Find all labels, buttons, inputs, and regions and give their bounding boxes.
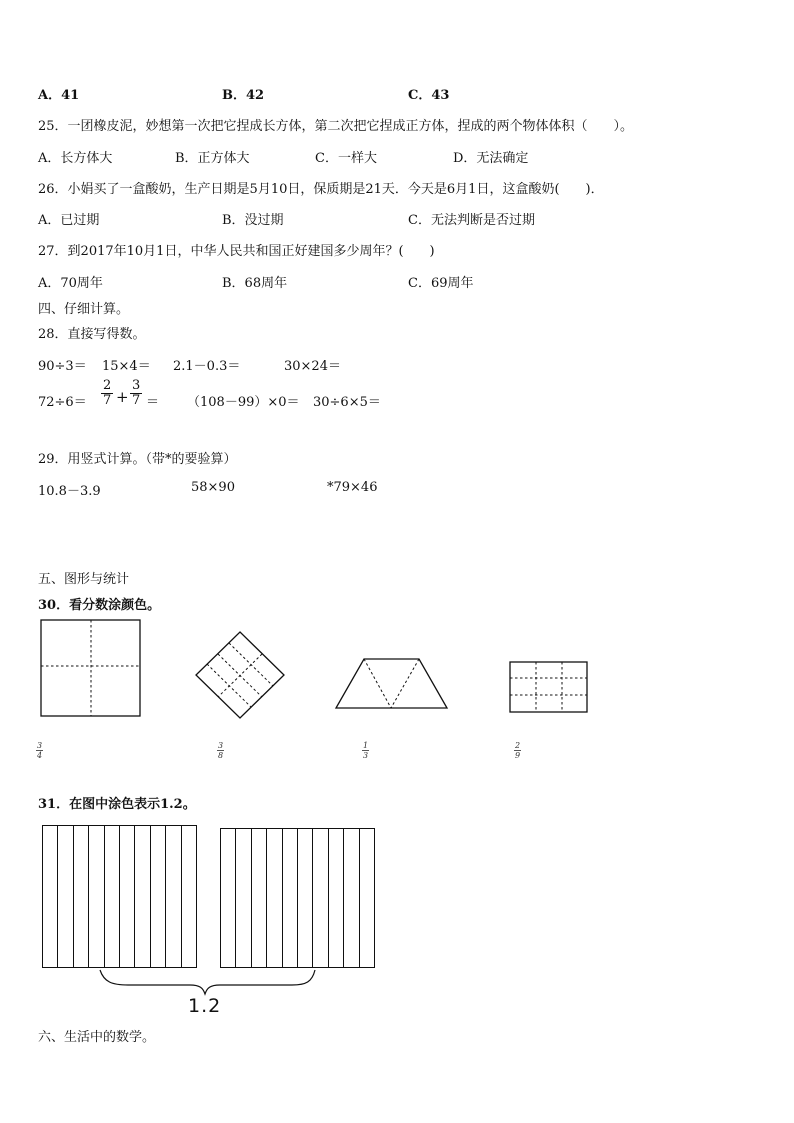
fraction-numerator: 3 — [218, 741, 224, 750]
fraction-numerator: 1 — [363, 741, 369, 750]
q26-stem: 26．小娟买了一盒酸奶，生产日期是5月10日，保质期是21天．今天是6月1日，这盒酸奶( )． — [38, 182, 604, 197]
fraction-denominator: 8 — [218, 751, 224, 760]
q28-item-1: 90÷3＝ — [38, 359, 87, 374]
q28-stem: 28．直接写得数。 — [38, 327, 146, 342]
q24-option-b: B．42 — [222, 88, 265, 103]
q27-option-c: C．69周年 — [408, 276, 474, 291]
fraction-numerator: 2 — [103, 378, 112, 393]
section-4-heading: 四、仔细计算。 — [38, 302, 130, 317]
q28-item-5: 72÷6＝ — [38, 395, 87, 410]
fraction-denominator: 9 — [515, 751, 521, 760]
q28-item-4: 30×24＝ — [284, 359, 341, 374]
q26-option-b: B．没过期 — [222, 213, 284, 228]
q25-option-b: B．正方体大 — [175, 151, 250, 166]
q24-option-a: A．41 — [38, 88, 80, 103]
q29-item-1: 10.8－3.9 — [38, 484, 101, 499]
q26-option-c: C．无法判断是否过期 — [408, 213, 535, 228]
fraction-denominator: 4 — [37, 751, 43, 760]
fraction-denominator: 7 — [132, 393, 141, 408]
q25-stem: 25．一团橡皮泥，妙想第一次把它捏成长方体，第二次把它捏成正方体，捏成的两个物体体积（ ）。 — [38, 119, 634, 134]
q25-option-d: D．无法确定 — [453, 151, 529, 166]
q29-stem: 29．用竖式计算。（带*的要验算） — [38, 452, 237, 467]
plus-sign: + — [116, 388, 129, 406]
fraction-denominator: 7 — [103, 393, 112, 408]
equals-sign: ＝ — [146, 395, 160, 410]
brace-label: 1.2 — [188, 995, 222, 1017]
q24-option-c: C．43 — [408, 88, 450, 103]
fraction-numerator: 2 — [515, 741, 521, 750]
q30-stem: 30．看分数涂颜色。 — [38, 598, 161, 613]
q25-option-a: A．长方体大 — [38, 151, 113, 166]
q28-item-3: 2.1－0.3＝ — [173, 359, 241, 374]
q28-item-8: 30÷6×5＝ — [313, 395, 381, 410]
section-6-heading: 六、生活中的数学。 — [38, 1030, 156, 1045]
q26-option-a: A．已过期 — [38, 213, 100, 228]
q27-option-a: A．70周年 — [38, 276, 103, 291]
q29-item-3: *79×46 — [327, 480, 378, 495]
fraction-numerator: 3 — [37, 741, 43, 750]
section-5-heading: 五、图形与统计 — [38, 572, 130, 587]
q27-option-b: B．68周年 — [222, 276, 288, 291]
q25-option-c: C．一样大 — [315, 151, 377, 166]
q27-stem: 27．到2017年10月1日，中华人民共和国正好建国多少周年？( ) — [38, 244, 435, 259]
q28-item-7: （108－99）×0＝ — [187, 395, 300, 410]
fraction-numerator: 3 — [132, 378, 141, 393]
q29-item-2: 58×90 — [191, 480, 235, 495]
q31-stem: 31．在图中涂色表示1.2。 — [38, 797, 196, 812]
fraction-denominator: 3 — [363, 751, 369, 760]
q28-item-2: 15×4＝ — [102, 359, 151, 374]
